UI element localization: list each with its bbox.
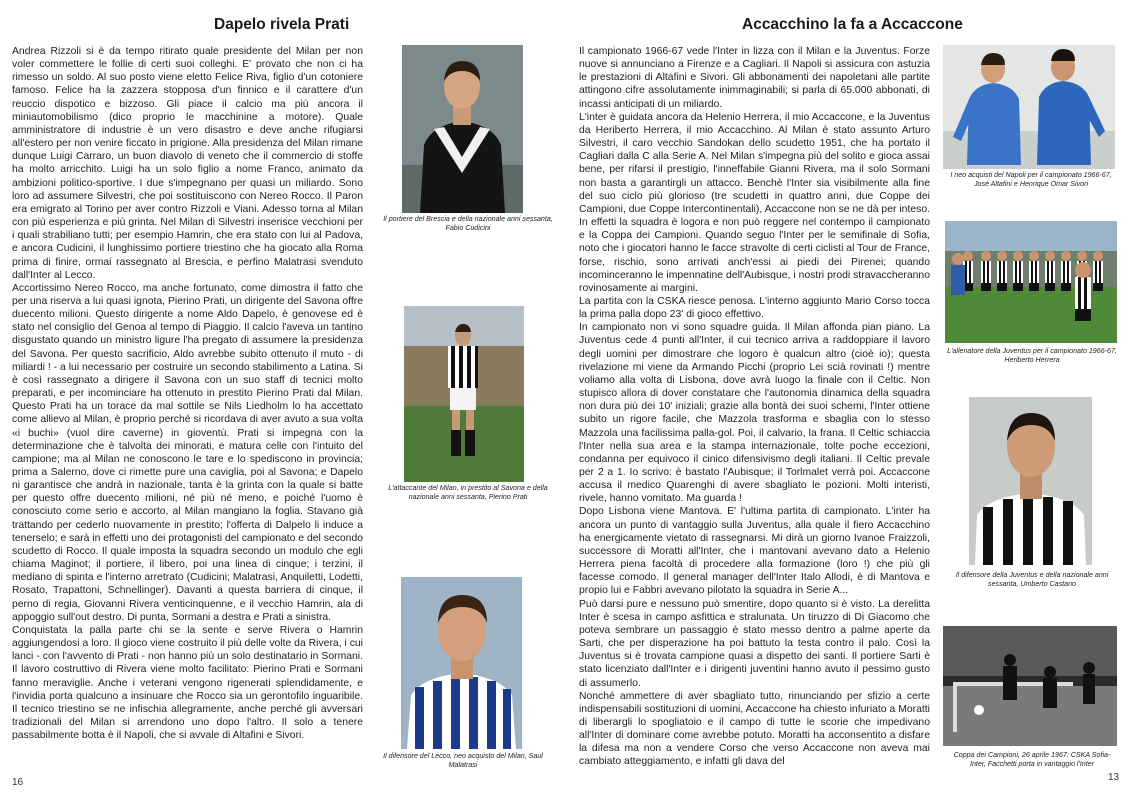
left-paragraph-1: Andrea Rizzoli si è da tempo ritirato quale presidente del Milan per non voler commettere le follie di certi suoi colleghi. E' provato che non ci ha rimesso un soldo. Al suo posto viene eletto Felice Riva, figlio d'un cotoniere famoso. Felice ha la zazzera stopposa d'un finnico e il carattere d'un reuccio dispotico e bizzoso. Gli piace il calcio ma più ancora il miniautomobilismo (dico proprio le macchinine a motore). Quale amministratore di industrie è un vero disastro e deve anche rifugiarsi all'estero per non venire ficcato in prigione. Alla presidenza del Milan rimane dunque Luigi Carraro, un buon diavolo di veneto che il commercio di stoffe ha molto arricchito. Luigi ha un solo figlio a nome Franco, animato da ambizioni politico-sportive. I due s'impegnano per quasi un miliardo. Sono loro ad assumere Silvestri, che poi sostituiscono con Nereo Rocco. Il Paron era emigrato al Torino per aver contro Rizzoli e Viani. Adesso torna al Milan con più esperienza e più grinta. Nel Milan di Silvestri inserisce vecchioni per i quali strabiliano tutti; per esempio Hamrin, che era stato con lui al Padova, e ancora Cudicini, il lunghissimo portiere triestino che ha giocato alla Roma prima di finire, ormai rassegnato al Brescia, e perfino Malatrasi svenduto dall'Inter al Lecco.	[12, 46, 363, 281]
right-paragraph-5: Dopo Lisbona viene Mantova. E' l'ultima partita di campionato. L'inter ha ancora un punto di vantaggio sulla Juventus, alla quale il fiero Accacchino ha energicamente vietato di rassegnarsi. Mi dirà un giorno Ivanoe Fraizzoli, successore di Moratti all'Inter, che i mantovani avevano dato a Helenio Herrera piena facoltà di procedere alla formazione (loro !) che più gli facesse comodo. Il general manager dell'Inter Italo Allodi, è di Mantova e propio lui e Fabbri avevano pilotato la squadra in Serie A...	[579, 506, 930, 597]
photo-altafini-sivori	[943, 45, 1115, 169]
left-paragraph-3: Conquistata la palla parte chi se la sente e serve Rivera o Hamrin aggiungendosi a loro. Il gioco viene costruito il più delle volte da Rivera, i cui lanci - con l'avvento di Prati - non hanno più un solo destinatario in Sormani. Il lavoro costruttivo di Rivera viene molto facilitato: Pierino Prati e Sormani fanno meraviglie. Anche i veterani vengono rigenerati splendidamente, e l'invidia porta qualcuno a insinuare che Rocco sia un gerontofilo inguaribile. Il tecnico triestino se ne infischia allegramente, anche perché gli avversari tradizionali del Milan si arrendono uno dopo l'altro. Il solo a tenere passabilmente botta è il Napoli, che si avvale di Altafini e Sivori.	[12, 624, 363, 742]
right-paragraph-7: Nonché ammettere di aver sbagliato tutto, rinunciando per sfizio a certe indispensabili sostituzioni di uomini, Accaccone ha chiesto infuriato a Moratti di liberargli lo spogliatoio e il campo di tutte le scorie che impedivano all'Inter di dominare come avrebbe potuto. Moratti ha acconsentito a disfare la difesa ma non a vendere Corso che verso Accaccone non aveva mai cambiato atteggiamento, e infatti gli dava del	[579, 690, 930, 768]
caption-heriberto-herrera: L'allenatore della Juventus per il campionato 1966-67, Heriberto Herrera	[947, 347, 1117, 364]
right-article-body	[579, 45, 930, 769]
right-page-title: Accacchino la fa a Accaccone	[742, 16, 963, 33]
left-paragraph-2: Accortissimo Nereo Rocco, ma anche fortunato, come dimostra il fatto che per una riserva a lui quasi ignota, Pierino Prati, un dirigente del Savona offre duecento milioni. Questo dirigente a nome Aldo Dapelo, è genovese ed è stato nel consiglio del Genoa al tempo di Piaggio. Il calcio l'aveva un tantino disgustato quando un ministro ligure l'ha pregato di assumere la presidenza del Savona. Per questo sacrificio, Aldo avrebbe subito ottenuto il muto - di miliardi ! - a lui necessario per costruire un secondo stabilimento a Latina. Si è così rassegnato a dirigere il Savona con un suo staff di tecnici molto preparati, e per incominciare ha ottenuto in prestito Pierino Prati dal Milan. Questo Prati ha un torace da mal sottile se Nils Liedholm lo ha accettato come allievo al Milan, è proprio perché si ricordava di aver avuto a sua volta «i buchi» (vuol dire caverne) in gioventù. Prati si impegna con la determinazione che è talvolta dei minorati, e matura celle con l'intuito del campione; ma al Milan ne conoscono le tare e lo spediscono in provincia; prima a Salerno, dove ci rimette pure una caviglia, poi al Savona; e Dapelo ni garantisce che andrà in nazionale, tanta è la grinta con la quale si batte per questo offre duecento milioni, né più né meno, e poiché l'uomo è conosciuto come serio e accorto, al Milan mangiano la foglia. Stavano già trattando per cederlo nuovamente in prestito; l'offerta di Dalpelo li induce a tenerselo; e sarà in effetti uno dei protagonisti del campionato e del secondo scudetto di Rocco. Il quale imposta la squadra secondo un modulo che egli chiama Maginot; il portiere, il libero, poi una linea di cinque; i terzini, il mediano di spinta e l'interno arretrato (Cudicini; Malatrasi, Anquiletti, Lodetti, Rosato, Trapattoni, Schnellinger). Davanti a questa barriera di cinque, il perno di regia, Giovanni Rivera venticinquenne, e il vecchio Hamrin, ala di appoggio sull'out destro. Di punta, Sormani a destra e Prati a sinistra.	[12, 282, 364, 623]
page-number-left: 16	[12, 777, 24, 788]
right-paragraph-1: Il campionato 1966-67 vede l'Inter in lizza con il Milan e la Juventus. Forze nuove si annunciano a Firenze e a Cagliari. Il Napoli si assicura con astuzia le prestazioni di Altafini e Sivori. Gli abbonamenti dei napoletani alle partite attingono cifre assolutamente inimmaginabili; si parla di 65.000 abbonati, di incassi anticipati di un miliardo.	[579, 46, 930, 110]
photo-malatrasi	[401, 577, 522, 749]
right-paragraph-4: In campionato non vi sono squadre guida. Il Milan affonda pian piano. La Juventus cede 4 punti all'Inter, il cui tecnico arriva a raddoppiare il lavoro degli uomini per dimostrare che logoro è qualcun altro (cioè io); questa rivelazione mi viene da Armando Picchi (proprio Lei scià rovinati !) mentre voliamo alla volta di Lisbona, dove avrà luogo la finale con il Celtic. Non stupisco allora di dover constatare che l'autonomia dinamica della squadra non dura più dei 10' iniziali; grazie alla bontà dei suoi schemi, l'Inter ottiene subito un rigore facile, che Mazzola trasforma e sbaglia con lo stesso Mazzola una facilissima palla-gol. Poi, il calvario, la frana. Il Celtic schiaccia l'Inter nella sua area e la stampa internazionale, tolte poche eccezioni, condanna per equivoco il cinico difensivismo degli italiani. Il Celtic prevale per 2 a 1. Io scrivo: è bastato l'Aubisque; il Torlmalet verrà poi. Accaccone accusa il medico Quarenghi di avere sbagliato le pozioni. Molti interisti, rivele, hanno vomitato. Ma guarda !	[579, 322, 930, 505]
photo-prati	[404, 306, 524, 482]
photo-cska-inter	[943, 626, 1117, 746]
caption-cudicini: Il portiere del Brescia e della nazionale anni sessanta, Fabio Cudicini	[383, 215, 553, 232]
right-paragraph-2: L'inter è guidata ancora da Helenio Herrera, il mio Accaccone, e la Juventus da Heriberto Herrera, il mio Accacchino. Al Milan è stato assunto Arturo Silvestri, il caro vecchio Sandokan dello scudetto 1951, che ha portato il Cagliari dalla C alla Serie A. Nel Milan s'impegna più del solito e gioca assai bene, per rifarsi il prestigio, l'inneffabile Gianni Rivera, ma il solo Sormani non basta a garantirgli un attacco. Benchè l'Inter sia visibilmente alla fine del suo ciclo più glorioso (tre scudetti in quattro anni, due Coppe dei Campioni, due Coppe Intercontinentali), Accaccone non se ne dà per inteso. In effetti la squadra è logora e non può reggere nel contempo il campionato e la Coppa dei Campioni. Quando seguo l'Inter per le semifinale di Sofia, noto che i giocatori hanno le facce stravolte di certi ciclisti al Tour de France, forse, rischio, sono arrivati anch'essi ai piedi dei Pirenei; quando incominceranno le impennatine dell'Aubisque, i nostri prodi stravaccheranno rovinosamente ai margini.	[579, 111, 930, 294]
photo-castano	[969, 397, 1092, 565]
caption-malatrasi: Il difensore del Lecco, neo acquisto del Milan, Saul Malatrasi	[383, 752, 543, 769]
caption-castano: Il difensore della Juventus e della nazionale anni sessanta, Umberto Castano	[955, 571, 1109, 588]
left-article-body	[12, 45, 363, 742]
left-page-title: Dapelo rivela Prati	[214, 16, 350, 33]
page-number-right: 13	[1108, 772, 1120, 783]
caption-prati: L'attaccante del Milan, in prestito al Savona e della nazionale anni sessanta, Pierino Prati	[388, 484, 548, 501]
caption-cska-inter: Coppa dei Campioni, 26 aprile 1967: CSKA Sofia-Inter, Facchetti porta in vantaggio l'Inter	[953, 751, 1111, 768]
right-paragraph-3: La partita con la CSKA riesce penosa. L'interno aggiunto Mario Corso tocca la prima palla dopo 23' di gioco effettivo.	[579, 295, 930, 321]
photo-cudicini	[402, 45, 523, 213]
right-paragraph-6: Può darsi pure e nessuno può smentire, dopo quanto si è visto. La derelitta Inter è scesa in campo asfittica e stralunata. Un tiruzzo di Di Giacomo che poteva sembrare un passaggio è stato messo dentro a palme aperte da Sarti, che per disperazione ha poi battuto la testa contro il palo. Così la Juventus si è trovata campione quasi a dispetto dei santi. Il portiere Sarti è stato licenziato dall'Inter e i dirigenti juventini hanno avuto il pessimo gusto di assumerlo.	[579, 598, 930, 689]
right-page	[566, 0, 1132, 800]
photo-juventus-team	[945, 221, 1117, 343]
caption-altafini-sivori: I neo acquisti del Napoli per il campionato 1966-67, José Altafini e Henrique Omar Sivori	[950, 171, 1112, 188]
